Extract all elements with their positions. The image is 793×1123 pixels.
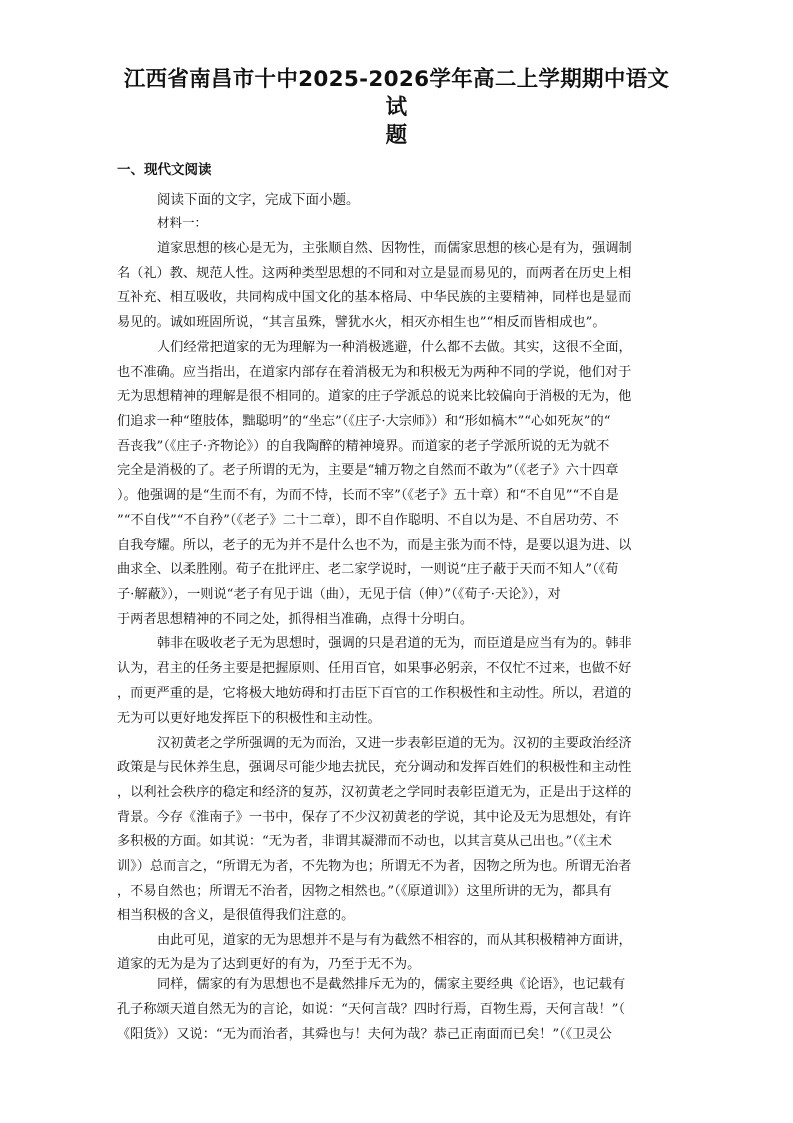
title-line-1: 江西省南昌市十中2025-2026学年高二上学期期中语文试 — [123, 67, 670, 120]
passage-line: 子·解蔽》），一则说“老子有见于诎（曲），无见于信（伸）”（《荀子·天论》），对 — [117, 587, 561, 602]
passage-line: 无为可以更好地发挥臣下的积极性和主动性。 — [117, 711, 381, 726]
passage-line: 道家的无为是为了达到更好的有为，乃至于无不为。 — [117, 957, 421, 972]
passage-line: 吾丧我”（《庄子·齐物论》）的自我陶醉的精神境界。而道家的老子学派所说的无为就不 — [117, 439, 610, 454]
passage-line: 相当积极的含义，是很值得我们注意的。 — [117, 908, 355, 923]
passage-line: 认为，君主的任务主要是把握原则、任用百官，如果事必躬亲，不仅忙不过来，也做不好 — [117, 661, 632, 676]
passage-line: 汉初黄老之学所强调的无为而治，又进一步表彰臣道的无为。汉初的主要政治经济 — [157, 736, 632, 751]
section-heading: 一、现代文阅读 — [117, 162, 212, 178]
passage-line: 曲求全、以柔胜刚。荀子在批评庄、老二家学说时，一则说“庄子蔽于天而不知人”（《荀 — [117, 562, 619, 577]
passage-line: ，以利社会秩序的稳定和经济的复苏，汉初黄老之学同时表彰臣道无为，正是出于这样的 — [117, 785, 632, 800]
document-title — [118, 66, 675, 150]
passage-line: 由此可见，道家的无为思想并不是与有为截然不相容的，而从其积极精神方面讲， — [157, 933, 632, 948]
passage-line: 训》）总而言之，“所谓无为者，不先物为也；所谓无不为者，因物之所为也。所谓无治者 — [117, 859, 632, 874]
passage-line: 也不准确。应当指出，在道家内部存在着消极无为和积极无为两种不同的学说，他们对于 — [117, 365, 632, 380]
passage-line: ，不易自然也；所谓无不治者，因物之相然也。”（《原道训》）这里所讲的无为，都具有 — [117, 884, 612, 899]
passage-line: 孔子称颂天道自然无为的言论，如说：“天何言哉？四时行焉，百物生焉，天何言哉！”（ — [117, 1002, 626, 1017]
passage-line: 们追求一种“堕肢体，黜聪明”的“坐忘”（《庄子·大宗师》）和“形如槁木”“心如死灰”的“ — [117, 414, 611, 429]
passage-line: 政策是与民休养生息，强调尽可能少地去扰民，充分调动和发挥百姓们的积极性和主动性 — [117, 760, 632, 775]
passage-line: 人们经常把道家的无为理解为一种消极逃避，什么都不去做。其实，这很不全面， — [157, 340, 632, 355]
passage-line: 多积极的方面。如其说：“无为者，非谓其凝滞而不动也，以其言莫从己出也。”（《主术 — [117, 834, 612, 849]
passage-line: 韩非在吸收老子无为思想时，强调的只是君道的无为，而臣道是应当有为的。韩非 — [157, 636, 632, 651]
passage-line: 道家思想的核心是无为，主张顺自然、因物性，而儒家思想的核心是有为，强调制 — [157, 241, 632, 256]
passage-line: 《阳货》）又说：“无为而治者，其舜也与！夫何为哉？恭己正南面而已矣！”（《卫灵公 — [117, 1027, 612, 1042]
passage-line: 互补充、相互吸收，共同构成中国文化的基本格局、中华民族的主要精神，同样也是显而 — [117, 290, 632, 305]
passage-line: 自我夸耀。所以，老子的无为并不是什么也不为，而是主张为而不恃，是要以退为进、以 — [117, 538, 632, 553]
passage-line: ”“不自伐”“不自矜”（《老子》二十二章），即不自作聪明、不自以为是、不自居功劳、不 — [117, 513, 619, 528]
passage-line: 背景。今存《淮南子》一书中，保存了不少汉初黄老的学说，其中论及无为思想处，有许 — [117, 810, 632, 825]
passage-line: 无为思想精神的理解是很不相同的。道家的庄子学派总的说来比较偏向于消极的无为，他 — [117, 389, 632, 404]
material-label: 材料一： — [157, 215, 208, 230]
passage-line: ）。他强调的是“生而不有，为而不恃，长而不宰”（《老子》五十章）和“不自见”“不自是 — [117, 488, 619, 503]
passage-line: 于两者思想精神的不同之处，抓得相当准确，点得十分明白。 — [117, 612, 474, 627]
passage-line: ，而更严重的是，它将极大地妨碍和打击臣下百官的工作积极性和主动性。所以，君道的 — [117, 686, 632, 701]
passage-line: 名（礼）教、规范人性。这两种类型思想的不同和对立是显而易见的，而两者在历史上相 — [117, 266, 632, 281]
passage-line: 易见的。诚如班固所说，“其言虽殊，譬犹水火，相灭亦相生也”“相反而皆相成也”。 — [117, 315, 606, 330]
passage-line: 同样，儒家的有为思想也不是截然排斥无为的，儒家主要经典《论语》，也记载有 — [157, 977, 626, 992]
title-line-2: 题 — [385, 123, 408, 148]
reading-instruction: 阅读下面的文字，完成下面小题。 — [157, 192, 360, 208]
passage-line: 完全是消极的了。老子所谓的无为，主要是“辅万物之自然而不敢为”（《老子》六十四章 — [117, 463, 619, 478]
